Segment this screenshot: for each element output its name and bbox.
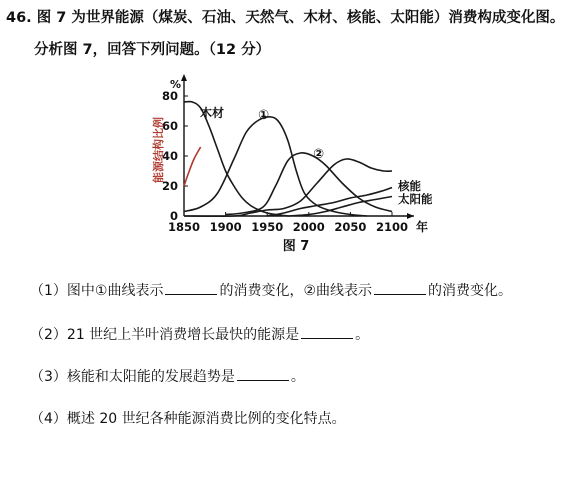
q3-text-b: 。 [290,369,305,385]
series-label-2: ② [313,147,325,162]
x-tick-label-0: 1850 [167,220,201,234]
series-line-3 [184,159,392,216]
q1-text-a: （1）图中①曲线表示 [30,283,164,299]
sub-question-4 [30,408,346,428]
chart-labels [151,78,433,254]
q4-text: （4）概述 20 世纪各种能源消费比例的变化特点。 [30,411,346,427]
q2-blank[interactable] [301,324,353,339]
x-tick-label-3: 2000 [292,220,325,234]
x-tick-label-2: 1950 [251,220,284,234]
q2-text-b: 。 [355,327,370,343]
y-tick-label-2: 40 [161,149,178,163]
q3-text-a: （3）核能和太阳能的发展趋势是 [30,369,235,385]
y-axis-label: 能源结构比例 [152,117,165,183]
x-axis-arrow [407,213,414,219]
y-tick-label-0: 0 [169,209,178,223]
series-label-1: ① [258,108,270,123]
series-label-4: 核能 [398,179,421,193]
question-number: 46. [6,10,32,26]
y-tick-label-4: 80 [161,89,178,103]
q3-blank[interactable] [237,366,289,381]
q2-text-a: （2）21 世纪上半叶消费增长最快的能源是 [30,327,300,343]
x-tick-label-4: 2050 [334,220,367,234]
x-unit-label: 年 [416,220,429,234]
chart-caption: 图 7 [282,239,310,254]
q1-text-c: 的消费变化。 [428,283,513,299]
y-unit-label: % [170,78,182,91]
question-intro: 图 7 为世界能源（煤炭、石油、天然气、木材、核能、太阳能）消费构成变化图。 [36,10,565,26]
sub-question-2 [30,324,369,344]
series-line-4 [267,188,392,217]
series-label-0: 木材 [200,106,225,120]
series-label-5: 太阳能 [398,192,433,206]
q1-blank-1[interactable] [165,280,217,295]
x-tick-label-5: 2100 [375,220,409,234]
y-axis-arrow [181,74,187,81]
question-instruction: 分析图 7，回答下列问题。（12 分） [34,42,271,58]
y-tick-label-3: 60 [161,119,178,133]
q1-text-b: 的消费变化，②曲线表示 [219,283,373,299]
series-line-6 [184,147,201,186]
q1-blank-2[interactable] [374,280,426,295]
x-tick-label-1: 1900 [209,220,242,234]
sub-question-1 [30,280,512,300]
y-tick-label-1: 20 [161,179,178,193]
sub-question-3 [30,366,305,386]
